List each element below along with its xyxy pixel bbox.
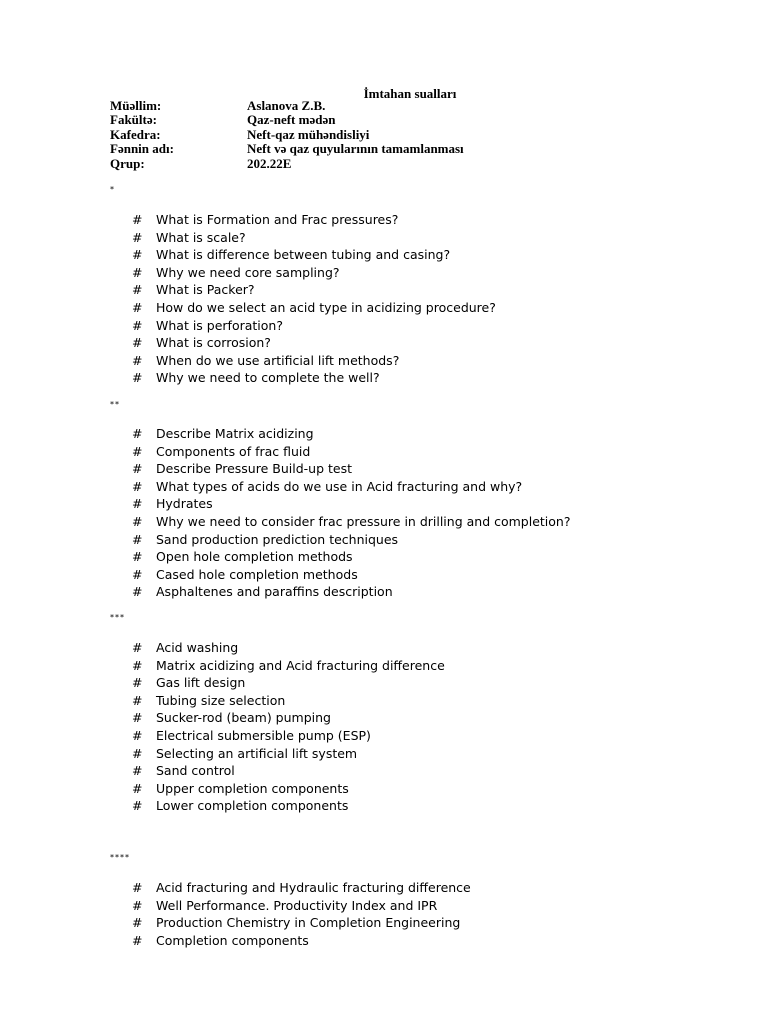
question-text: Well Performance. Productivity Index and IPR — [156, 897, 438, 913]
list-bullet: # — [132, 212, 143, 227]
list-bullet: # — [132, 880, 143, 895]
question-text: Gas lift design — [156, 675, 246, 691]
question-text: Hydrates — [156, 496, 213, 512]
question-text: When do we use artificial lift methods? — [156, 352, 400, 368]
list-bullet: # — [132, 443, 143, 459]
question-text: What is corrosion? — [156, 335, 271, 351]
question-text: Describe Pressure Build-up test — [156, 461, 352, 477]
list-bullet: # — [132, 478, 143, 494]
document-title: İmtahan sualları — [363, 86, 457, 101]
subject-label: Fənnin adı: — [110, 141, 174, 157]
list-bullet: # — [132, 710, 143, 726]
list-bullet: # — [132, 335, 143, 351]
question-text: How do we select an acid type in acidizing procedure? — [156, 299, 496, 315]
list-bullet: # — [132, 247, 143, 263]
question-text: Lower completion components — [156, 798, 349, 814]
question-text: Open hole completion methods — [156, 549, 353, 565]
list-bullet: # — [132, 897, 143, 913]
list-bullet: # — [132, 566, 143, 582]
question-text: Electrical submersible pump (ESP) — [156, 727, 371, 743]
list-bullet: # — [132, 657, 143, 673]
question-text: Upper completion components — [156, 780, 349, 796]
list-bullet: # — [132, 496, 143, 512]
section-marker: *** — [110, 613, 125, 622]
list-bullet: # — [132, 282, 143, 298]
question-text: Sand production prediction techniques — [156, 531, 399, 547]
question-text: What is Formation and Frac pressures? — [156, 212, 399, 227]
list-bullet: # — [132, 745, 143, 761]
subject-row — [110, 142, 464, 156]
list-bullet: # — [132, 317, 143, 333]
list-bullet: # — [132, 932, 143, 948]
question-text: Components of frac fluid — [156, 443, 311, 459]
teacher-value: Aslanova Z.B. — [247, 98, 326, 113]
list-bullet: # — [132, 549, 143, 565]
question-text: What is difference between tubing and casing? — [156, 247, 451, 263]
teacher-row — [110, 99, 464, 113]
list-bullet: # — [132, 461, 143, 477]
question-text: Cased hole completion methods — [156, 566, 358, 582]
question-text: What is perforation? — [156, 317, 283, 333]
question-text: Production Chemistry in Completion Engineering — [156, 915, 461, 931]
faculty-row — [110, 113, 464, 127]
question-text: Tubing size selection — [156, 692, 286, 708]
question-text: Sucker-rod (beam) pumping — [156, 710, 331, 726]
faculty-value: Qaz-neft mədən — [247, 112, 336, 128]
faculty-label: Fakültə: — [110, 112, 157, 128]
question-text: Acid fracturing and Hydraulic fracturing difference — [156, 880, 471, 895]
section-marker: ** — [110, 400, 120, 409]
list-bullet: # — [132, 780, 143, 796]
header-info — [110, 99, 464, 171]
list-bullet: # — [132, 299, 143, 315]
list-bullet: # — [132, 370, 143, 386]
question-text: Describe Matrix acidizing — [156, 426, 314, 441]
list-bullet: # — [132, 584, 143, 600]
list-bullet: # — [132, 763, 143, 779]
question-text: Acid washing — [156, 640, 239, 655]
list-bullet: # — [132, 229, 143, 245]
question-text: What is Packer? — [156, 282, 255, 298]
department-value: Neft-qaz mühəndisliyi — [247, 126, 370, 142]
list-bullet: # — [132, 352, 143, 368]
department-label: Kafedra: — [110, 126, 161, 142]
list-bullet: # — [132, 675, 143, 691]
group-value: 202.22E — [247, 155, 292, 171]
question-text: Sand control — [156, 763, 235, 779]
group-row — [110, 157, 464, 171]
question-text: Asphaltenes and paraffins description — [156, 584, 393, 600]
question-text: Why we need core sampling? — [156, 264, 340, 280]
question-text: What is scale? — [156, 229, 246, 245]
list-bullet: # — [132, 264, 143, 280]
list-bullet: # — [132, 531, 143, 547]
question-text: Completion components — [156, 932, 309, 948]
list-bullet: # — [132, 640, 143, 655]
list-bullet: # — [132, 915, 143, 931]
teacher-label: Müəllim: — [110, 98, 162, 113]
list-bullet: # — [132, 692, 143, 708]
question-text: Why we need to complete the well? — [156, 370, 380, 386]
question-text: What types of acids do we use in Acid fracturing and why? — [156, 478, 523, 494]
section-marker: **** — [110, 853, 130, 862]
section-marker: * — [110, 185, 115, 194]
list-bullet: # — [132, 798, 143, 814]
question-text: Matrix acidizing and Acid fracturing difference — [156, 657, 445, 673]
list-bullet: # — [132, 426, 143, 441]
list-bullet: # — [132, 513, 143, 529]
list-bullet: # — [132, 727, 143, 743]
subject-value: Neft və qaz quyularının tamamlanması — [247, 141, 464, 157]
group-label: Qrup: — [110, 155, 145, 171]
question-text: Selecting an artificial lift system — [156, 745, 358, 761]
department-row — [110, 128, 464, 142]
question-text: Why we need to consider frac pressure in drilling and completion? — [156, 513, 571, 529]
